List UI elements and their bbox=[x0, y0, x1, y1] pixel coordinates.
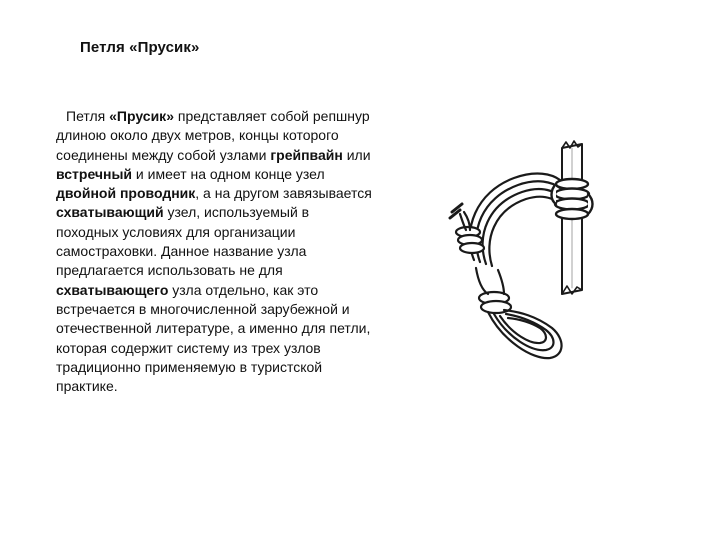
hanging-loop bbox=[488, 310, 562, 358]
term-gripping-genitive: схватывающего bbox=[56, 281, 169, 298]
loop-cord bbox=[470, 174, 560, 266]
term-vstrechny: встречный bbox=[56, 165, 133, 182]
body-text bbox=[56, 107, 374, 396]
body-paragraph bbox=[56, 107, 374, 396]
prusik-loop-illustration bbox=[432, 140, 612, 390]
grapevine-knot bbox=[450, 204, 484, 253]
text-run: , а на другом завязывается bbox=[195, 185, 372, 202]
term-prusik: «Прусик» bbox=[109, 108, 174, 124]
gripping-knot bbox=[552, 179, 593, 219]
text-run: или bbox=[342, 146, 371, 163]
text-run: и имеет на одном конце узел bbox=[132, 165, 325, 182]
term-grapevine: грейпвайн bbox=[270, 146, 343, 163]
slide-title: Петля «Прусик» bbox=[80, 39, 200, 56]
term-double-guide: двойной проводник bbox=[56, 185, 196, 202]
text-run: Петля bbox=[66, 108, 110, 124]
text-run: представляет собой репшнур длиною около двух метров, концы которого соединены между собой узлами bbox=[56, 108, 370, 163]
double-guide-knot bbox=[476, 268, 511, 313]
text-run: узел, используемый в походных условиях для организации самостраховки. Данное название узла предлагается использовать не для bbox=[56, 204, 310, 279]
text-run: узла отдельно, как это встречается в многочисленной зарубежной и отечественной литературе, а именно для петли, которая содержит систему из трех узлов традиционно применяемую в туристской практике. bbox=[56, 281, 371, 395]
term-gripping: схватывающий bbox=[56, 204, 164, 221]
